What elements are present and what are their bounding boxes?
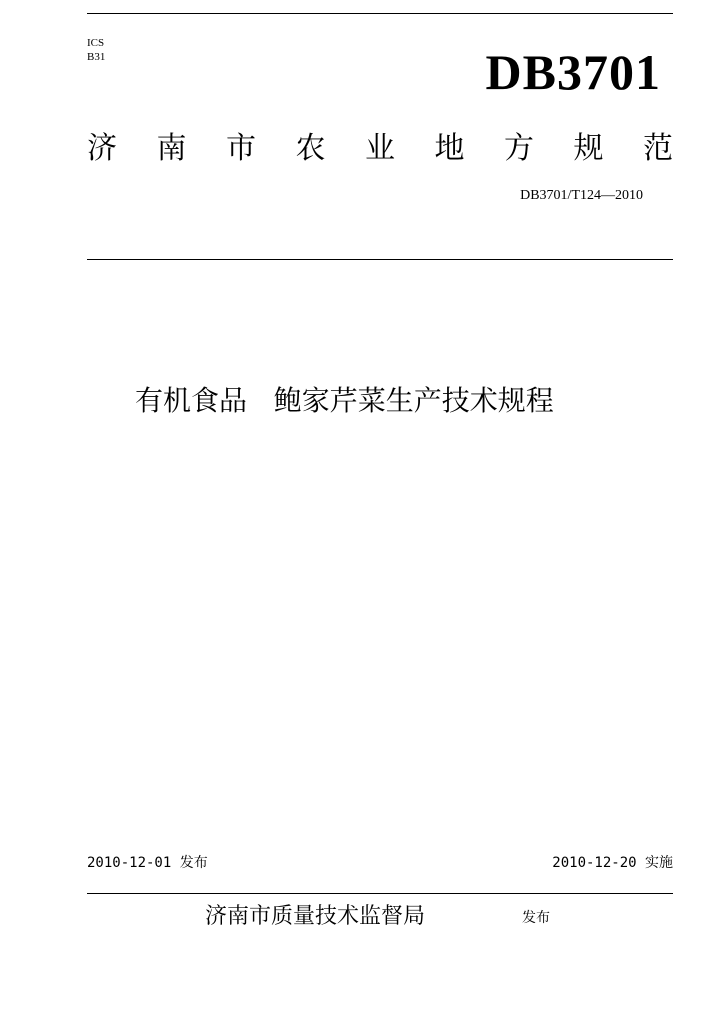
- standard-type-char: 农: [295, 131, 326, 166]
- document-title: 有机食品 鲍家芹菜生产技术规程: [135, 384, 554, 417]
- issuing-authority: 济南市质量技术监督局: [205, 904, 426, 929]
- standard-type-char: 济: [87, 131, 117, 166]
- standard-type-char: 南: [156, 131, 187, 166]
- standard-type-char: 规: [573, 131, 604, 166]
- classification-code: B31: [87, 51, 106, 63]
- header-divider: [87, 259, 673, 260]
- ics-label: ICS: [87, 37, 105, 49]
- standard-type-char: 方: [504, 131, 534, 166]
- standard-type: [87, 130, 673, 168]
- implementation-date: 2010-12-20 实施: [552, 855, 673, 871]
- standard-number: DB3701/T124—2010: [520, 188, 643, 203]
- standard-code: DB3701: [485, 44, 661, 100]
- standard-type-char: 地: [434, 131, 465, 166]
- standard-type-char: 市: [226, 131, 256, 166]
- standard-type-char: 范: [643, 131, 673, 166]
- classification-codes: [87, 36, 105, 64]
- standard-type-char: 业: [365, 131, 395, 166]
- footer-divider: [87, 893, 673, 894]
- issue-date: 2010-12-01 发布: [87, 855, 208, 871]
- top-rule: [87, 13, 673, 14]
- issuer-suffix: 发布: [522, 910, 550, 926]
